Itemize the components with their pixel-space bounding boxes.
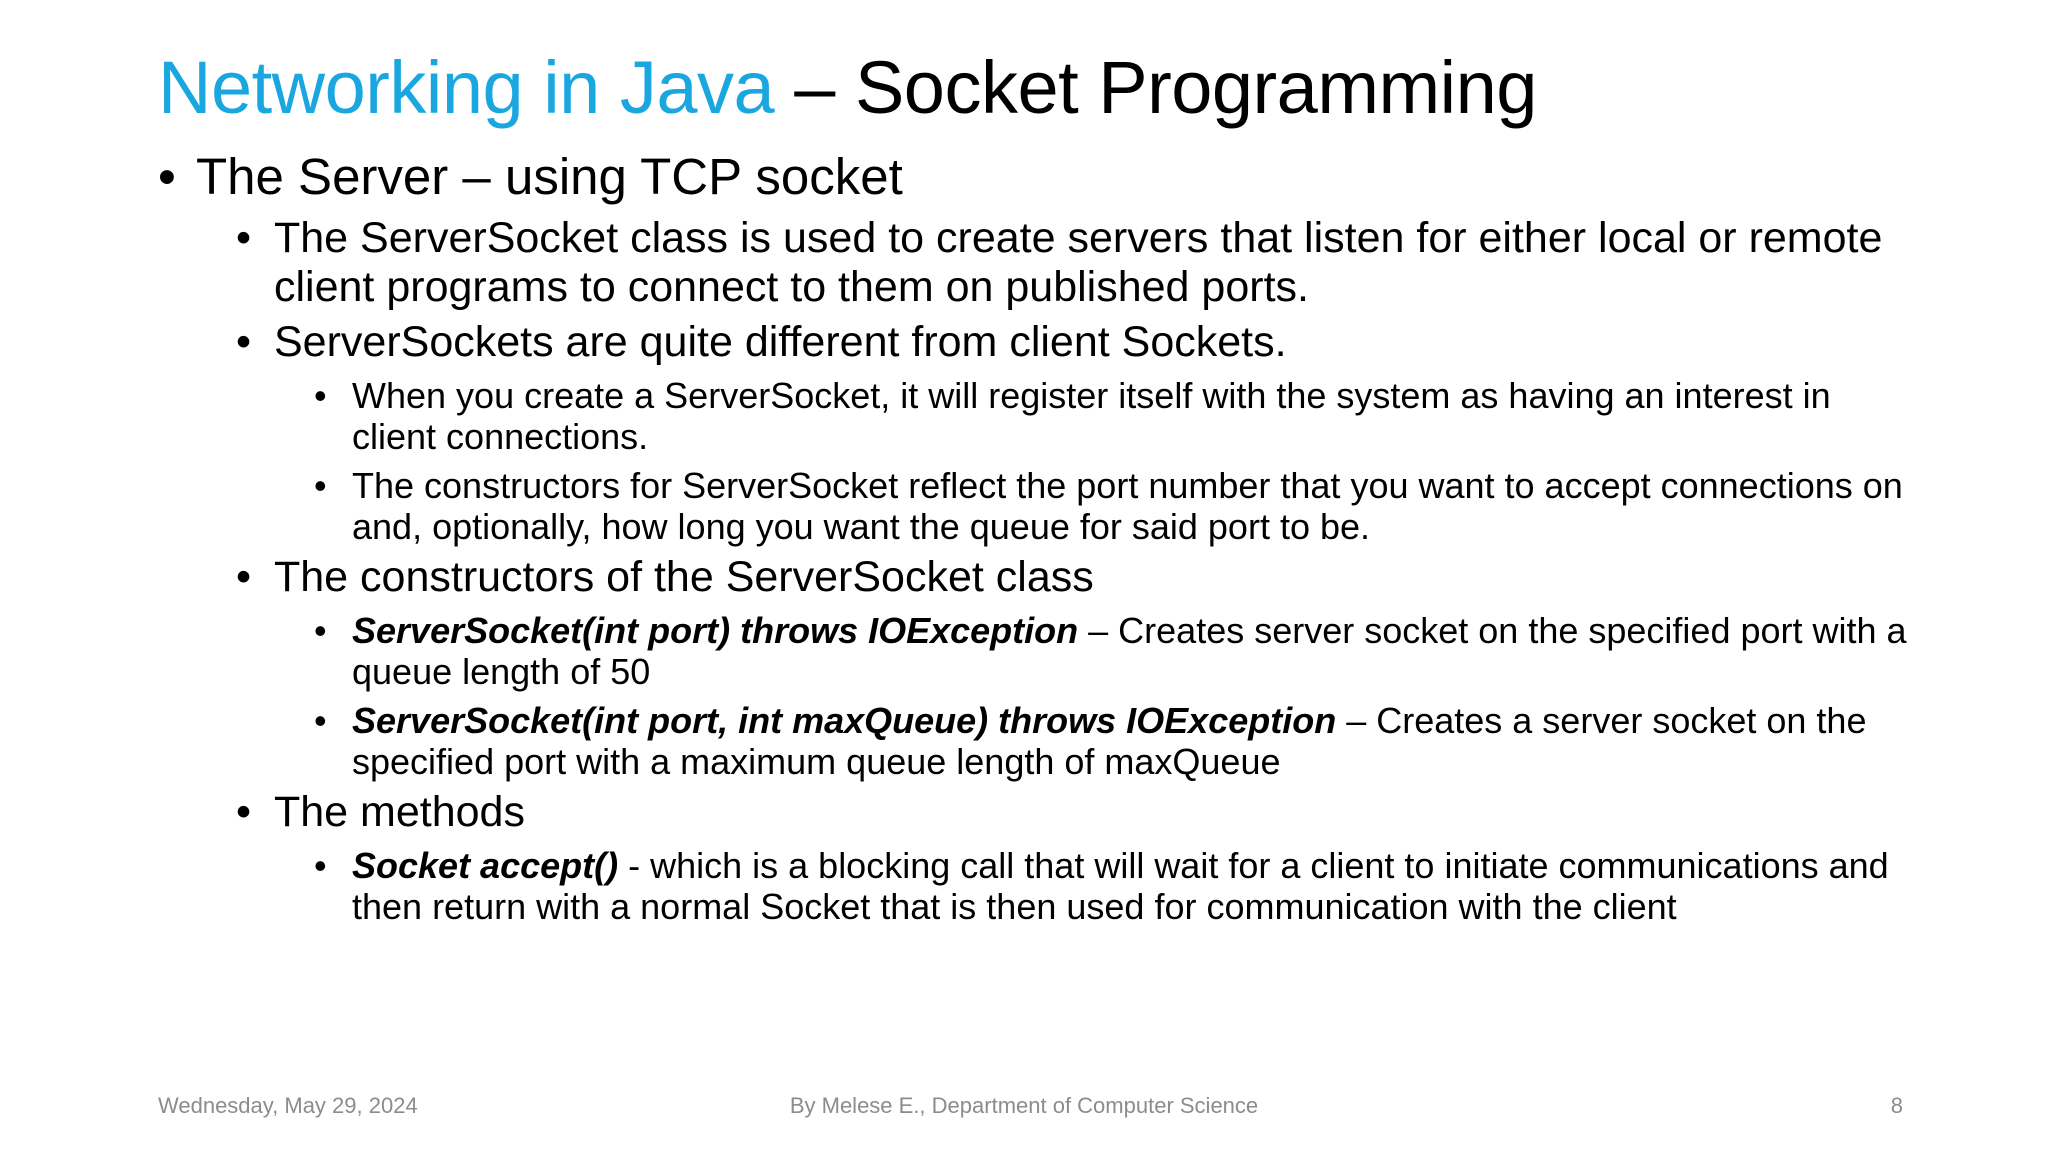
accept-signature: Socket accept() [352,845,619,886]
footer-author: By Melese E., Department of Computer Science [789,1093,1259,1118]
bullet-text: The constructors of the ServerSocket class [274,553,1094,601]
bullet-serversocket-class [236,214,1918,312]
bullet-accept [314,845,1918,927]
bullet-dot: • [236,788,252,836]
bullet-different [236,318,1918,367]
ctor1-description: – Creates server socket on the specified port with a queue length of 50 [352,610,1907,692]
bullet-text: ServerSockets are quite different from client Sockets. [274,318,1287,366]
bullet-dot: • [236,553,252,601]
title-accent: Networking in Java [158,46,775,129]
bullet-text: The methods [274,788,525,836]
bullet-dot: • [314,465,327,506]
bullet-methods-heading [236,788,1918,837]
bullet-dot: • [314,375,327,416]
ctor1-signature: ServerSocket(int port) throws IOException [352,610,1079,651]
bullet-text: The Server – using TCP socket [196,148,903,205]
bullet-dot: • [314,700,327,741]
bullet-constructors-heading [236,553,1918,602]
bullet-dot: • [314,610,327,651]
accept-description: - which is a blocking call that will wait for a client to initiate communications and then return with a normal Socket that is then used for communication with the client [352,845,1889,927]
bullet-ctor1 [314,610,1918,692]
bullet-text: When you create a ServerSocket, it will register itself with the system as having an interest in client connections. [352,375,1831,457]
bullet-ctor2 [314,700,1918,782]
title-rest: – Socket Programming [774,46,1537,129]
footer-date: Wednesday, May 29, 2024 [158,1093,418,1118]
bullet-dot: • [314,845,327,886]
bullet-server [158,146,1918,208]
bullet-dot: • [236,318,252,366]
bullet-text: The ServerSocket class is used to create servers that listen for either local or remote client programs to connect to them on published ports. [274,214,1883,311]
ctor2-signature: ServerSocket(int port, int maxQueue) throws IOException [352,700,1337,741]
slide-title [158,38,1537,138]
footer-page-number: 8 [1890,1093,1903,1118]
ctor2-description: – Creates a server socket on the specified port with a maximum queue length of maxQueue [352,700,1867,782]
bullet-constructors-reflect [314,465,1918,547]
bullet-text: The constructors for ServerSocket reflect the port number that you want to accept connections on and, optionally, how long you want the queue for said port to be. [352,465,1903,547]
bullet-register [314,375,1918,457]
bullet-dot: • [158,148,176,205]
slide-content [158,146,1918,931]
bullet-dot: • [236,214,252,262]
